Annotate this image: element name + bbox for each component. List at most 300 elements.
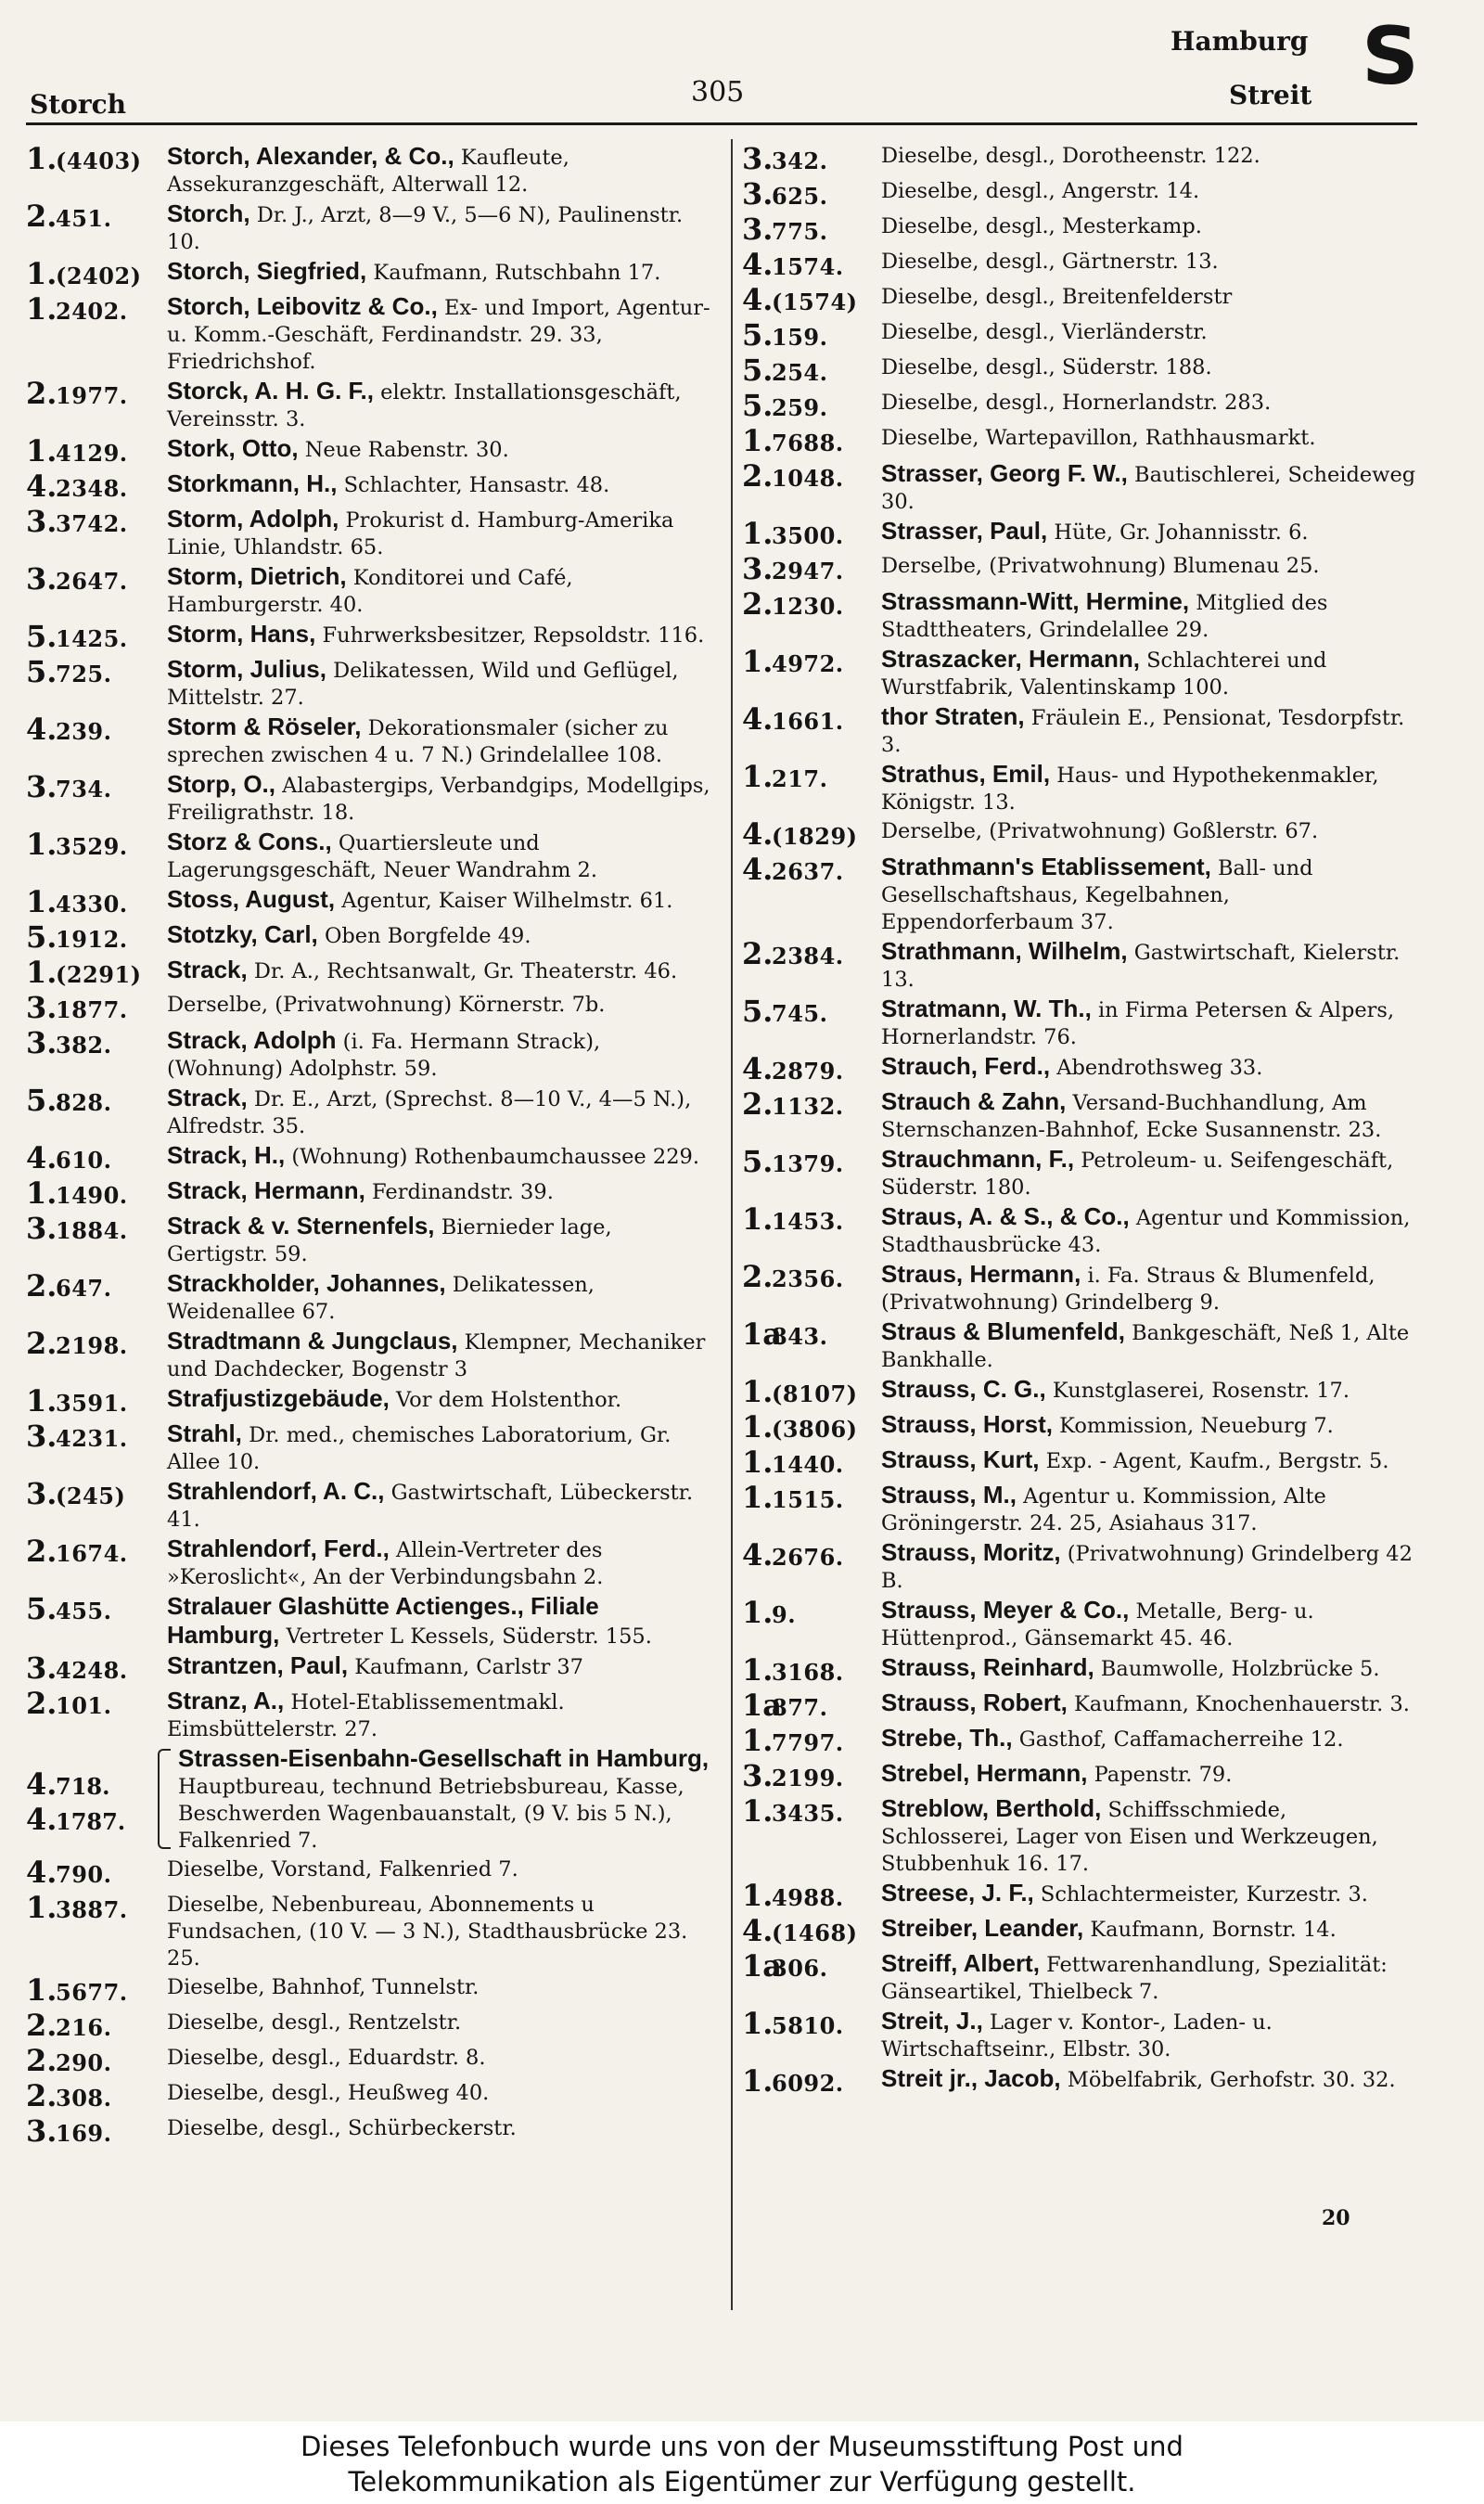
entry-number bbox=[26, 469, 158, 504]
phone-number: (245) bbox=[56, 1483, 126, 1509]
entry-text bbox=[872, 701, 1419, 759]
entry-number bbox=[26, 1083, 158, 1118]
entry-class: 2. bbox=[26, 1326, 58, 1361]
entry-text bbox=[158, 1591, 716, 1650]
signature-number: 20 bbox=[1322, 2206, 1350, 2230]
entry-class: 1. bbox=[742, 423, 774, 458]
entry-text bbox=[872, 759, 1419, 816]
entry-name: Streiff, Albert, bbox=[881, 1949, 1040, 1977]
entry-description: Kaufmann, Knochenhauerstr. 3. bbox=[1073, 1692, 1410, 1716]
entry-description: Metalle, Berg- u. Hüttenprod., Gänsemarkt 45. 46. bbox=[881, 1599, 1314, 1650]
directory-entry bbox=[26, 1326, 716, 1383]
entry-name: Streit jr., Jacob, bbox=[881, 2064, 1061, 2092]
entry-description: Dieselbe, desgl., Süderstr. 188. bbox=[881, 355, 1212, 379]
phone-number: 2676. bbox=[772, 1544, 844, 1571]
entry-description: Dieselbe, desgl., Schürbeckerstr. bbox=[167, 2116, 517, 2140]
phone-number: 1574. bbox=[772, 253, 844, 280]
entry-description: Schlachter, Hansastr. 48. bbox=[343, 473, 610, 497]
phone-number: 4330. bbox=[56, 891, 128, 918]
directory-entry bbox=[742, 1445, 1419, 1480]
entry-number bbox=[26, 619, 158, 654]
phone-number: 647. bbox=[56, 1275, 112, 1302]
directory-entry bbox=[26, 1855, 716, 1890]
entry-number bbox=[26, 1175, 158, 1211]
entry-class: 4. bbox=[742, 816, 774, 852]
entry-description: Kaufmann, Carlstr 37 bbox=[354, 1655, 583, 1679]
phone-number: 306. bbox=[772, 1955, 828, 1982]
directory-entry bbox=[26, 1419, 716, 1476]
entry-description: Konditorei und Café, Hamburgerstr. 40. bbox=[167, 566, 573, 617]
footer-notice bbox=[0, 2421, 1484, 2504]
entry-name: Strauss, Kurt, bbox=[881, 1445, 1040, 1473]
entry-number bbox=[26, 1534, 158, 1569]
entry-description: Dieselbe, Wartepavillon, Rathhausmarkt. bbox=[881, 426, 1316, 450]
entry-description: Bankgeschäft, Neß 1, Alte Bankhalle. bbox=[881, 1321, 1410, 1372]
entry-name: Strasser, Paul, bbox=[881, 517, 1048, 545]
entry-class: 2. bbox=[742, 586, 774, 622]
entry-number bbox=[26, 504, 158, 539]
directory-entry bbox=[26, 291, 716, 376]
entry-class: 2. bbox=[742, 1259, 774, 1294]
entry-description: Dieselbe, Vorstand, Falkenried 7. bbox=[167, 1857, 518, 1881]
entry-text bbox=[158, 1268, 716, 1326]
entry-description: (i. Fa. Hermann Strack), (Wohnung) Adolphstr. 59. bbox=[167, 1030, 601, 1081]
phone-number: 1877. bbox=[56, 996, 128, 1023]
header-left-keyword: Storch bbox=[30, 89, 126, 120]
directory-entry bbox=[742, 1652, 1419, 1688]
entry-name: thor Straten, bbox=[881, 702, 1025, 730]
directory-entry bbox=[26, 469, 716, 504]
entry-class: 1. bbox=[742, 1652, 774, 1688]
footer-line-1: Dieses Telefonbuch wurde uns von der Museumsstiftung Post und bbox=[301, 2431, 1183, 2462]
phone-number: 1674. bbox=[56, 1540, 128, 1567]
entry-number bbox=[742, 1793, 872, 1829]
entry-text bbox=[872, 282, 1419, 311]
entry-class: 3. bbox=[26, 1650, 58, 1686]
entry-text bbox=[158, 1972, 716, 2001]
entry-description: Hotel-Etablissementmakl. Eimsbüttelerstr. 27. bbox=[167, 1690, 565, 1741]
right-column bbox=[742, 141, 1419, 2099]
directory-entry bbox=[26, 2043, 716, 2078]
group-prefix: 4.1787. bbox=[26, 1802, 126, 1837]
entry-description: Petroleum- u. Seifengeschäft, Süderstr. 180. bbox=[881, 1149, 1394, 1200]
directory-entry bbox=[26, 141, 716, 199]
entry-name: Storm, Julius, bbox=[167, 655, 326, 683]
directory-entry bbox=[742, 176, 1419, 212]
phone-number: 725. bbox=[56, 661, 112, 687]
entry-description: Ex- und Import, Agentur- u. Komm.-Geschäft, Ferdinandstr. 29. 33, Friedrichshof. bbox=[167, 296, 710, 374]
entry-text bbox=[158, 654, 716, 712]
group-prefixes bbox=[26, 1743, 158, 1840]
entry-number bbox=[742, 1480, 872, 1515]
entry-description: Schiffsschmiede, Schlosserei, Lager von Eisen und Werkzeugen, Stubbenhuk 16. 17. bbox=[881, 1798, 1378, 1876]
entry-description: Gastwirtschaft, Kielerstr. 13. bbox=[881, 941, 1401, 992]
entry-text bbox=[872, 176, 1419, 205]
entry-name: Strack & v. Sternenfels, bbox=[167, 1212, 435, 1239]
entry-text bbox=[158, 1383, 716, 1414]
entry-description: Fettwarenhandlung, Spezialität: Gänseartikel, Thielbeck 7. bbox=[881, 1953, 1388, 2004]
entry-class: 3. bbox=[26, 2113, 58, 2149]
directory-entry bbox=[26, 1476, 716, 1534]
entry-name: Storch, Alexander, & Co., bbox=[167, 142, 454, 170]
entry-number bbox=[26, 1383, 158, 1419]
entry-text bbox=[158, 1476, 716, 1534]
entry-number bbox=[26, 256, 158, 291]
entry-number bbox=[26, 2008, 158, 2043]
phone-number: 451. bbox=[56, 205, 112, 232]
entry-number bbox=[742, 1316, 872, 1352]
entry-class: 3. bbox=[26, 1476, 58, 1511]
entry-number bbox=[742, 388, 872, 423]
entry-number bbox=[742, 1948, 872, 1984]
entry-name: Stralauer Glashütte Actienges., Filiale Hamburg, bbox=[167, 1592, 599, 1649]
entry-number bbox=[26, 1972, 158, 2008]
entry-class: 5. bbox=[742, 317, 774, 353]
entry-name: Streese, J. F., bbox=[881, 1879, 1034, 1907]
directory-entry bbox=[26, 504, 716, 561]
phone-number: (1468) bbox=[772, 1920, 858, 1946]
directory-entry bbox=[742, 1758, 1419, 1793]
entry-class: 5. bbox=[742, 1144, 774, 1179]
entry-description: Mitglied des Stadttheaters, Grindelallee 29. bbox=[881, 591, 1328, 642]
entry-number bbox=[742, 353, 872, 388]
directory-entry bbox=[26, 654, 716, 712]
entry-class: 2. bbox=[26, 1268, 58, 1303]
entry-class: 5. bbox=[26, 619, 58, 654]
directory-entry bbox=[742, 1595, 1419, 1652]
entry-description: Lager v. Kontor-, Laden- u. Wirtschaftseinr., Elbstr. 30. bbox=[881, 2010, 1273, 2061]
entry-text bbox=[872, 1688, 1419, 1718]
header-right-keyword: Streit bbox=[1229, 80, 1312, 110]
entry-text bbox=[872, 1793, 1419, 1878]
entry-description: in Firma Petersen & Alpers, Hornerlandstr. 76. bbox=[881, 998, 1395, 1049]
directory-entry bbox=[26, 1083, 716, 1140]
entry-number bbox=[742, 759, 872, 794]
entry-description: Schlachtermeister, Kurzestr. 3. bbox=[1040, 1882, 1368, 1907]
entry-description: Derselbe, (Privatwohnung) Goßlerstr. 67. bbox=[881, 819, 1319, 843]
entry-number bbox=[742, 1652, 872, 1688]
entry-text bbox=[872, 353, 1419, 381]
entry-name: Strauchmann, F., bbox=[881, 1145, 1075, 1173]
entry-description: Kaufleute, Assekuranzgeschäft, Alterwall 12. bbox=[167, 146, 569, 197]
entry-class: 5. bbox=[26, 1083, 58, 1118]
entry-text bbox=[872, 423, 1419, 452]
entry-text bbox=[158, 1211, 716, 1268]
directory-entry bbox=[742, 1480, 1419, 1537]
phone-number: 3742. bbox=[56, 510, 128, 537]
entry-name: Strack, Hermann, bbox=[167, 1176, 365, 1204]
entry-number bbox=[742, 1723, 872, 1758]
phone-number: 382. bbox=[56, 1032, 112, 1059]
entry-description: Oben Borgfelde 49. bbox=[324, 924, 531, 948]
entry-text bbox=[872, 1445, 1419, 1475]
entry-number bbox=[742, 1595, 872, 1630]
phone-number: 5810. bbox=[772, 2012, 844, 2039]
entry-text bbox=[872, 317, 1419, 346]
directory-entry bbox=[742, 701, 1419, 759]
entry-description: Kaufmann, Rutschbahn 17. bbox=[373, 261, 661, 285]
entry-number bbox=[742, 317, 872, 353]
directory-entry bbox=[26, 199, 716, 256]
entry-class: 3. bbox=[26, 1025, 58, 1060]
entry-number bbox=[742, 816, 872, 852]
entry-name: Strauss, Meyer & Co., bbox=[881, 1596, 1130, 1624]
directory-entry bbox=[742, 586, 1419, 644]
entry-number bbox=[26, 1855, 158, 1890]
entry-name: Strackholder, Johannes, bbox=[167, 1269, 446, 1297]
directory-entry bbox=[742, 2006, 1419, 2063]
entry-class: 5. bbox=[26, 919, 58, 955]
entry-description: Versand-Buchhandlung, Am Sternschanzen-Bahnhof, Ecke Susannenstr. 23. bbox=[881, 1091, 1382, 1142]
entry-text bbox=[158, 1175, 716, 1206]
entry-text bbox=[158, 1025, 716, 1083]
phone-number: 4248. bbox=[56, 1657, 128, 1684]
entry-description: Biernieder lage, Gertigstr. 59. bbox=[167, 1215, 612, 1266]
entry-text bbox=[158, 2043, 716, 2072]
entry-class: 4. bbox=[742, 1913, 774, 1948]
phone-number: 254. bbox=[772, 359, 828, 386]
entry-number bbox=[742, 212, 872, 247]
entry-class: 3. bbox=[742, 212, 774, 247]
entry-number bbox=[26, 1890, 158, 1925]
entry-text bbox=[158, 712, 716, 769]
entry-class: 1. bbox=[26, 1972, 58, 2008]
directory-entry bbox=[742, 1878, 1419, 1913]
phone-number: 4988. bbox=[772, 1884, 844, 1911]
entry-number bbox=[26, 1211, 158, 1246]
entry-text bbox=[872, 2063, 1419, 2094]
directory-entry bbox=[742, 1374, 1419, 1409]
entry-description: Kunstglaserei, Rosenstr. 17. bbox=[1052, 1379, 1350, 1403]
phone-number: 2198. bbox=[56, 1332, 128, 1359]
entry-description: (Privatwohnung) Grindelberg 42 B. bbox=[881, 1542, 1413, 1593]
entry-description: Kaufmann, Bornstr. 14. bbox=[1090, 1918, 1337, 1942]
entry-description: Schlachterei und Wurstfabrik, Valentinskamp 100. bbox=[881, 648, 1327, 700]
entry-name: Strauch, Ferd., bbox=[881, 1052, 1051, 1080]
entry-number bbox=[26, 1326, 158, 1361]
entry-name: Storm, Adolph, bbox=[167, 505, 339, 533]
entry-description: Abendrothsweg 33. bbox=[1056, 1056, 1263, 1080]
entry-class: 5. bbox=[742, 353, 774, 388]
phone-number: 4972. bbox=[772, 650, 844, 677]
phone-number: 216. bbox=[56, 2014, 112, 2041]
entry-name: Strack, H., bbox=[167, 1141, 286, 1169]
entry-description: Möbelfabrik, Gerhofstr. 30. 32. bbox=[1067, 2068, 1396, 2092]
entry-class: 1. bbox=[742, 1878, 774, 1913]
entry-class: 1. bbox=[742, 1409, 774, 1445]
entry-number bbox=[742, 176, 872, 212]
entry-text bbox=[872, 1723, 1419, 1753]
entry-name: Storp, O., bbox=[167, 770, 275, 798]
directory-entry bbox=[26, 2078, 716, 2113]
entry-name: Stork, Otto, bbox=[167, 434, 299, 462]
entry-number bbox=[742, 1086, 872, 1122]
entry-name: Strassmann-Witt, Hermine, bbox=[881, 587, 1190, 615]
entry-class: 3. bbox=[742, 1758, 774, 1793]
entry-class: 1. bbox=[742, 1595, 774, 1630]
entry-description: Dr. A., Rechtsanwalt, Gr. Theaterstr. 46. bbox=[253, 959, 678, 983]
phone-number: 625. bbox=[772, 183, 828, 210]
directory-entry bbox=[742, 247, 1419, 282]
entry-name: Storck, A. H. G. F., bbox=[167, 377, 374, 404]
header-rule bbox=[26, 122, 1417, 125]
entry-class: 3. bbox=[26, 1419, 58, 1454]
entry-name: Strantzen, Paul, bbox=[167, 1651, 349, 1679]
directory-entry bbox=[742, 516, 1419, 551]
directory-entry bbox=[26, 827, 716, 884]
entry-class: 1. bbox=[26, 1890, 58, 1925]
entry-text bbox=[872, 516, 1419, 546]
entry-class: 1a bbox=[742, 1948, 782, 1984]
entry-text bbox=[872, 1259, 1419, 1316]
directory-entry bbox=[26, 619, 716, 654]
entry-description: Delikatessen, Wild und Geflügel, Mittelstr. 27. bbox=[167, 659, 679, 710]
entry-text bbox=[158, 1534, 716, 1591]
entry-description: Allein-Vertreter des »Keroslicht«, An der Verbindungsbahn 2. bbox=[167, 1538, 604, 1589]
entry-class: 1. bbox=[742, 1445, 774, 1480]
entry-name: Strahl, bbox=[167, 1419, 242, 1447]
phone-number: 159. bbox=[772, 324, 828, 351]
entry-number bbox=[26, 1686, 158, 1721]
entry-description: Dekorationsmaler (sicher zu sprechen zwischen 4 u. 7 N.) Grindelallee 108. bbox=[167, 716, 669, 767]
entry-description: Ball- und Gesellschaftshaus, Kegelbahnen, Eppendorferbaum 37. bbox=[881, 856, 1313, 934]
directory-entry bbox=[26, 919, 716, 955]
directory-entry bbox=[742, 1051, 1419, 1086]
phone-number: 3500. bbox=[772, 522, 844, 549]
directory-entry bbox=[742, 1913, 1419, 1948]
entry-name: Strebel, Hermann, bbox=[881, 1759, 1088, 1787]
phone-number: 3887. bbox=[56, 1896, 128, 1923]
phone-number: 4231. bbox=[56, 1425, 128, 1452]
entry-text bbox=[872, 1086, 1419, 1144]
entry-name: Strauss, C. G., bbox=[881, 1375, 1046, 1403]
entry-class: 1. bbox=[26, 1383, 58, 1419]
directory-entry bbox=[26, 769, 716, 827]
phone-number: 1230. bbox=[772, 593, 844, 620]
header-page-number: 305 bbox=[691, 76, 745, 109]
entry-description: Exp. - Agent, Kaufm., Bergstr. 5. bbox=[1045, 1449, 1389, 1473]
directory-entry bbox=[742, 1688, 1419, 1723]
entry-name: Streiber, Leander, bbox=[881, 1914, 1084, 1942]
entry-class: 4. bbox=[742, 852, 774, 887]
phone-number: 734. bbox=[56, 776, 112, 803]
directory-entry bbox=[742, 1316, 1419, 1374]
entry-description: Dieselbe, desgl., Mesterkamp. bbox=[881, 214, 1202, 238]
entry-description: Agentur, Kaiser Wilhelmstr. 61. bbox=[341, 889, 673, 913]
entry-number bbox=[26, 2113, 158, 2149]
entry-description: i. Fa. Straus & Blumenfeld, (Privatwohnung) Grindelberg 9. bbox=[881, 1264, 1375, 1315]
entry-number bbox=[742, 701, 872, 737]
entry-description: Derselbe, (Privatwohnung) Körnerstr. 7b. bbox=[167, 993, 606, 1017]
entry-text bbox=[158, 884, 716, 915]
entry-description: Fräulein E., Pensionat, Tesdorpfstr. 3. bbox=[881, 706, 1405, 757]
entry-class: 4. bbox=[742, 1051, 774, 1086]
entry-name: Stotzky, Carl, bbox=[167, 920, 318, 948]
entry-number bbox=[742, 1374, 872, 1409]
right-entry-list bbox=[742, 141, 1419, 2099]
directory-entry bbox=[26, 376, 716, 433]
entry-name: Straszacker, Hermann, bbox=[881, 645, 1140, 673]
entry-text bbox=[872, 586, 1419, 644]
entry-name: Streblow, Berthold, bbox=[881, 1794, 1102, 1822]
phone-number: 101. bbox=[56, 1692, 112, 1719]
entry-text bbox=[158, 561, 716, 619]
entry-name: Strack, bbox=[167, 1084, 248, 1111]
entry-text bbox=[158, 1855, 716, 1883]
phone-number: (3806) bbox=[772, 1416, 858, 1443]
entry-text bbox=[158, 1686, 716, 1743]
phone-number: 1490. bbox=[56, 1182, 128, 1209]
entry-name: Streit, J., bbox=[881, 2007, 983, 2035]
phone-number: 2199. bbox=[772, 1765, 844, 1791]
entry-name: Strahlendorf, A. C., bbox=[167, 1477, 385, 1505]
directory-entry bbox=[742, 1144, 1419, 1201]
entry-text bbox=[158, 990, 716, 1019]
entry-class: 3. bbox=[26, 561, 58, 597]
entry-name: Storch, Leibovitz & Co., bbox=[167, 292, 438, 320]
phone-number: 1132. bbox=[772, 1093, 844, 1120]
entry-class: 1. bbox=[742, 1374, 774, 1409]
entry-class: 1. bbox=[26, 256, 58, 291]
directory-entry bbox=[742, 759, 1419, 816]
phone-number: 877. bbox=[772, 1694, 828, 1721]
entry-number bbox=[742, 1537, 872, 1573]
phone-number: 2637. bbox=[772, 858, 844, 885]
entry-number bbox=[742, 1259, 872, 1294]
phone-number: 1884. bbox=[56, 1217, 128, 1244]
directory-entry bbox=[26, 1890, 716, 1972]
entry-number bbox=[742, 516, 872, 551]
entry-name: Stoss, August, bbox=[167, 885, 336, 913]
entry-name: Strauss, Reinhard, bbox=[881, 1653, 1094, 1681]
phone-number: 1425. bbox=[56, 625, 128, 652]
entry-class: 1. bbox=[26, 141, 58, 176]
phone-number: 455. bbox=[56, 1598, 112, 1624]
entry-text bbox=[872, 141, 1419, 170]
entry-text bbox=[872, 2006, 1419, 2063]
entry-description: Baumwolle, Holzbrücke 5. bbox=[1100, 1657, 1380, 1681]
entry-text bbox=[872, 1144, 1419, 1201]
phone-number: (2291) bbox=[56, 961, 142, 988]
directory-entry bbox=[26, 990, 716, 1025]
entry-name: Strathmann, Wilhelm, bbox=[881, 937, 1128, 965]
entry-text bbox=[158, 1083, 716, 1140]
phone-number: 2384. bbox=[772, 943, 844, 969]
directory-entry bbox=[742, 458, 1419, 516]
entry-text bbox=[158, 919, 716, 950]
directory-entry bbox=[742, 1537, 1419, 1595]
entry-class: 1. bbox=[742, 644, 774, 679]
entry-description: Dr. med., chemisches Laboratorium, Gr. Allee 10. bbox=[167, 1423, 672, 1474]
entry-text bbox=[158, 1650, 716, 1681]
entry-number bbox=[742, 1051, 872, 1086]
entry-name: Strahlendorf, Ferd., bbox=[167, 1535, 390, 1562]
entry-description: Dieselbe, desgl., Eduardstr. 8. bbox=[167, 2046, 486, 2070]
directory-entry bbox=[26, 256, 716, 291]
entry-number bbox=[26, 919, 158, 955]
phone-number: 3435. bbox=[772, 1800, 844, 1827]
entry-class: 1. bbox=[742, 2063, 774, 2099]
entry-text bbox=[872, 458, 1419, 516]
phone-number: 239. bbox=[56, 718, 112, 745]
entry-class: 2. bbox=[26, 376, 58, 411]
entry-description: Dieselbe, desgl., Gärtnerstr. 13. bbox=[881, 250, 1219, 274]
entry-text bbox=[158, 2113, 716, 2142]
phone-number: 4129. bbox=[56, 440, 128, 467]
entry-number bbox=[26, 1268, 158, 1303]
entry-class: 1. bbox=[26, 291, 58, 327]
phone-number: 1912. bbox=[56, 926, 128, 953]
